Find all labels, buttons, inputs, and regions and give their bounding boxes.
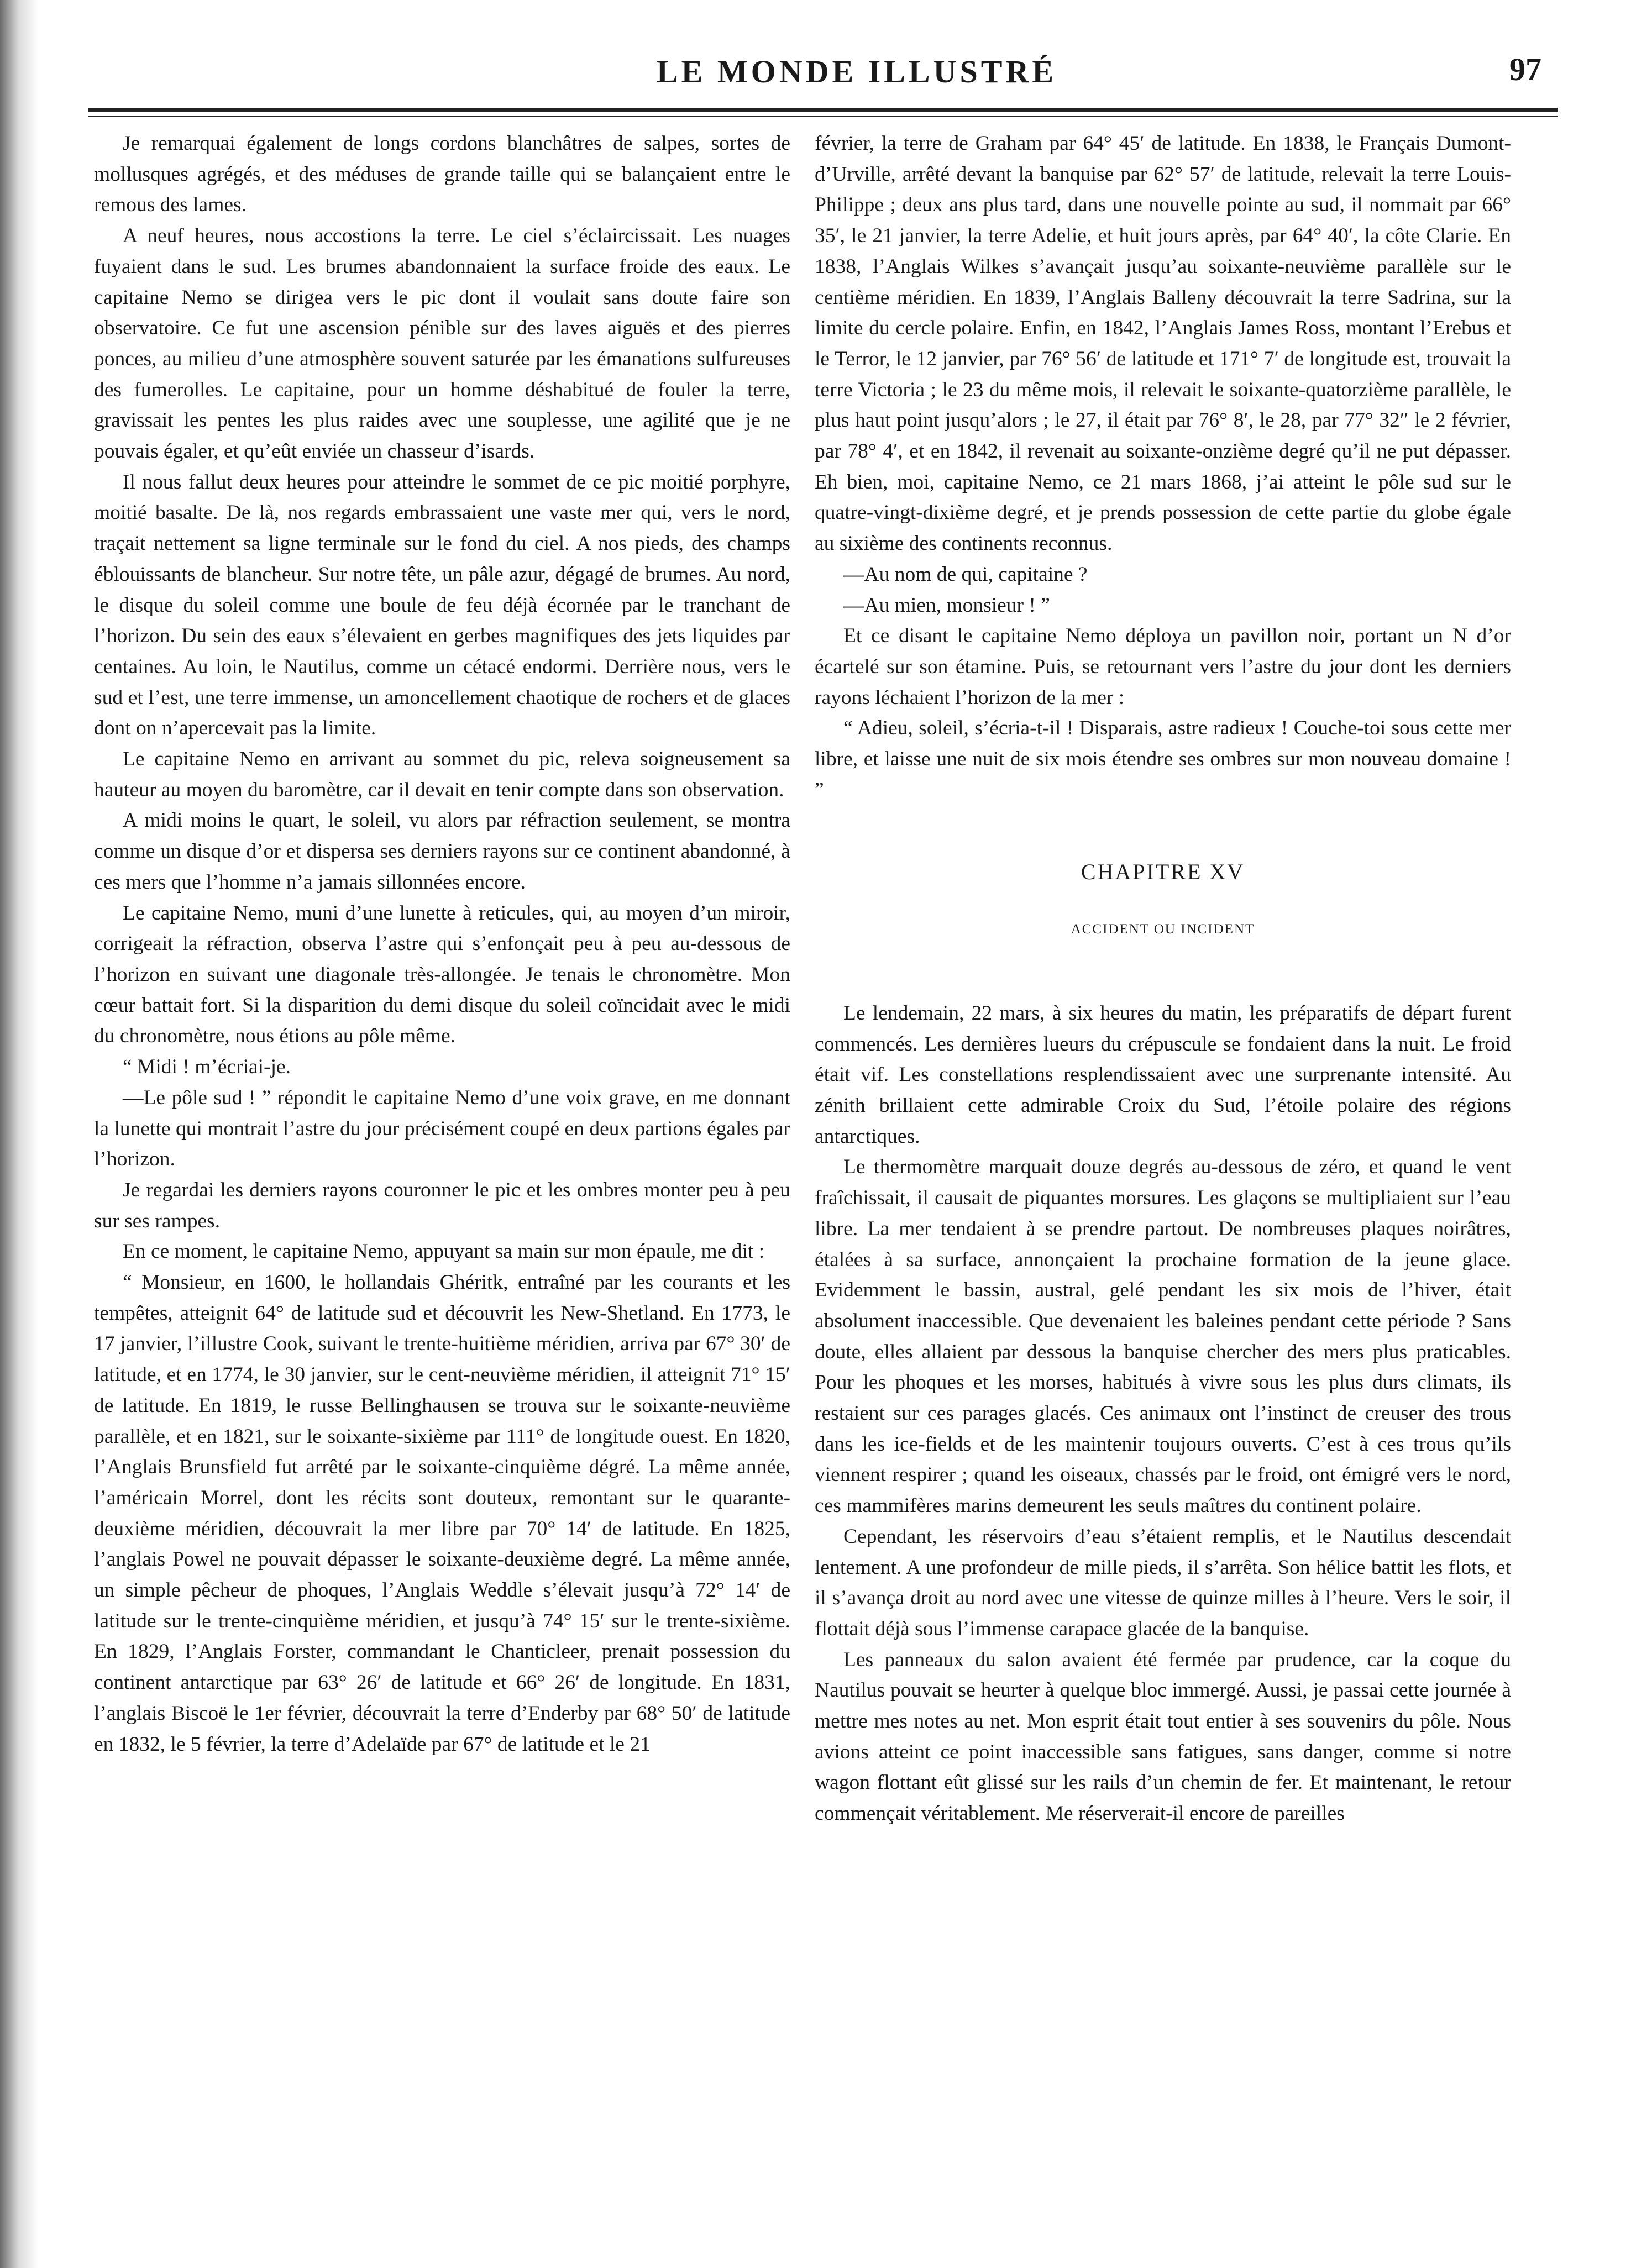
paragraph: —Au nom de qui, capitaine ? <box>843 563 1088 586</box>
paragraph: Les panneaux du salon avaient été fermée par prudence, car la coque du Nautilus pouvait se heurter à quelque bloc immergé. Aussi, je passai cette journée à mettre mes notes au net. Mon esprit était tout entier à ses souvenirs du pôle. Nous avions atteint ce point inaccessible sans fatigues, sans danger, comme si notre wagon flottant eût glissé sur les rails d’un chemin de fer. Et maintenant, le retour commençait véritablement. Me réserverait-il encore de pareilles <box>815 1648 1511 1825</box>
paragraph: Je regardai les derniers rayons couronner le pic et les ombres monter peu à peu sur ses rampes. <box>94 1178 790 1232</box>
paragraph: —Au mien, monsieur ! ” <box>843 594 1050 617</box>
paragraph: février, la terre de Graham par 64° 45′ de latitude. En 1838, le Français Dumont-d’Urville, arrêté devant la banquise par 62° 57′ de latitude, relevait la terre Louis-Philippe ; deux ans plus tard, dans une nouvelle pointe au sud, il nommait par 66° 35′, le 21 janvier, la terre Adelie, et huit jours après, par 64° 40′, la côte Clarie. En 1838, l’Anglais Wilkes s’avançait jusqu’au soixante-neuvième parallèle sur le centième méridien. En 1839, l’Anglais Balleny découvrait la terre Sadrina, sur la limite du cercle polaire. Enfin, en 1842, l’Anglais James Ross, montant l’Erebus et le Terror, le 12 janvier, par 76° 56′ de latitude et 171° 7′ de longitude est, trouvait la terre Victoria ; le 23 du même mois, il relevait le soixante-quatorzième parallèle, le plus haut point jusqu’alors ; le 27, il était par 76° 8′, le 28, par 77° 32″ le 2 février, par 78° 4′, et en 1842, il revenait au soixante-onzième degré qu’il ne put dépasser. Eh bien, moi, capitaine Nemo, ce 21 mars 1868, j’ai atteint le pôle sud sur le quatre-vingt-dixième degré, et je prends possession de cette partie du globe égale au sixième des continents reconnus. <box>815 132 1511 555</box>
chapter-subtitle: ACCIDENT OU INCIDENT <box>1071 922 1255 937</box>
paragraph: Le lendemain, 22 mars, à six heures du matin, les préparatifs de départ furent commencés. Les dernières lueurs du crépuscule se fondaient dans la nuit. Le froid était vif. Les constellations resplendissaient avec une surprenante intensité. Au zénith brillaient cette admirable Croix du Sud, l’étoile polaire des régions antarctiques. <box>815 1001 1511 1148</box>
scan-margin-shadow <box>0 0 39 2268</box>
paragraph: A midi moins le quart, le soleil, vu alors par réfraction seulement, se montra comme un disque d’or et dispersa ses derniers rayons sur ce continent abandonné, à ces mers que l’homme n’a jamais sillonnées encore. <box>94 809 790 894</box>
paragraph: —Le pôle sud ! ” répondit le capitaine Nemo d’une voix grave, en me donnant la lunette qui montrait l’astre du jour précisément coupé en deux partions égales par l’horizon. <box>94 1086 790 1171</box>
paragraph: Le capitaine Nemo, muni d’une lunette à reticules, qui, au moyen d’un miroir, corrigeait la réfraction, observa l’astre qui s’enfonçait peu à peu au-dessous de l’horizon en suivant une diagonale très-allongée. Je tenais le chronomètre. Mon cœur battait fort. Si la disparition du demi disque du soleil coïncidait avec le midi du chronomètre, nous étions au pôle même. <box>94 901 790 1048</box>
left-column <box>94 128 790 1760</box>
paragraph: “ Midi ! m’écriai-je. <box>123 1056 291 1079</box>
paragraph: Je remarquai également de longs cordons blanchâtres de salpes, sortes de mollusques agrégés, et des méduses de grande taille qui se balançaient entre le remous des lames. <box>94 132 790 217</box>
right-column <box>815 128 1511 1829</box>
page-number: 97 <box>1509 51 1541 87</box>
paragraph: En ce moment, le capitaine Nemo, appuyant sa main sur mon épaule, me dit : <box>123 1240 765 1263</box>
paragraph: Il nous fallut deux heures pour atteindre le sommet de ce pic moitié porphyre, moitié basalte. De là, nos regards embrassaient une vaste mer qui, vers le nord, traçait nettement sa ligne terminale sur le fond du ciel. A nos pieds, des champs éblouissants de blancheur. Sur notre tête, un pâle azur, dégagé de brumes. Au nord, le disque du soleil comme une boule de feu déjà écornée par le tranchant de l’horizon. Du sein des eaux s’élevaient en gerbes magnifiques des jets liquides par centaines. Au loin, le Nautilus, comme un cétacé endormi. Derrière nous, vers le sud et l’est, une terre immense, un amoncellement chaotique de rochers et de glaces dont on n’apercevait pas la limite. <box>94 470 790 740</box>
paragraph: Le thermomètre marquait douze degrés au-dessous de zéro, et quand le vent fraîchissait, il causait de piquantes morsures. Les glaçons se multipliaient sur l’eau libre. La mer tendaient à se prendre partout. De nombreuses plaques noirâtres, étalées à sa surface, annonçaient la prochaine formation de la jeune glace. Evidemment le bassin, austral, gelé pendant les six mois de l’hiver, était absolument inaccessible. Que devenaient les baleines pendant cette période ? Sans doute, elles allaient par dessous la banquise chercher des mers plus praticables. Pour les phoques et les morses, habitués à vivre sous les plus durs climats, ils restaient sur ces parages glacés. Ces animaux ont l’instinct de creuser des trous dans les ice-fields et de les maintenir toujours ouverts. C’est à ces trous qu’ils viennent respirer ; quand les oiseaux, chassés par le froid, ont émigré vers le nord, ces mammifères marins demeurent les seuls maîtres du continent polaire. <box>815 1156 1511 1518</box>
chapter-title: CHAPITRE XV <box>1081 859 1245 885</box>
paragraph: Et ce disant le capitaine Nemo déploya un pavillon noir, portant un N d’or écartelé sur son étamine. Puis, se retournant vers l’astre du jour dont les derniers rayons léchaient l’horizon de la mer : <box>815 624 1511 709</box>
paragraph: A neuf heures, nous accostions la terre. Le ciel s’éclaircissait. Les nuages fuyaient dans le sud. Les brumes abandonnaient la surface froide des eaux. Le capitaine Nemo se dirigea vers le pic dont il voulait sans doute faire son observatoire. Ce fut une ascension pénible sur des laves aiguës et des pierres ponces, au milieu d’une atmosphère souvent saturée par les émanations sulfureuses des fumerolles. Le capitaine, pour un homme déshabitué de fouler la terre, gravissait les pentes les plus raides avec une souplesse, une agilité que je ne pouvais égaler, et qu’eût enviée un chasseur d’isards. <box>94 224 790 463</box>
paragraph: “ Monsieur, en 1600, le hollandais Ghéritk, entraîné par les courants et les tempêtes, atteignit 64° de latitude sud et découvrit les New-Shetland. En 1773, le 17 janvier, l’illustre Cook, suivant le trente-huitième méridien, arriva par 67° 30′ de latitude, et en 1774, le 30 janvier, sur le cent-neuvième méridien, il atteignit 71° 15′ de latitude. En 1819, le russe Bellinghausen se trouva sur le soixante-neuvième parallèle, et en 1821, sur le soixante-sixième par 111° de longitude ouest. En 1820, l’Anglais Brunsfield fut arrêté par le soixante-cinquième dégré. La même année, l’américain Morrel, dont les récits sont douteux, remontant sur le quarante-deuxième méridien, découvrait la mer libre par 70° 14′ de latitude. En 1825, l’anglais Powel ne pouvait dépasser le soixante-deuxième degré. La même année, un simple pêcheur de phoques, l’Anglais Weddle s’élevait jusqu’à 72° 14′ de latitude sur le trente-cinquième méridien, et jusqu’à 74° 15′ sur le trente-sixième. En 1829, l’Anglais Forster, commandant le Chanticleer, prenait possession du continent antarctique par 63° 26′ de latitude et 66° 26′ de longitude. En 1831, l’anglais Biscoë le 1er février, découvrait la terre d’Enderby par 68° 50′ de latitude en 1832, le 5 février, la terre d’Adelaïde par 67° de latitude et le 21 <box>94 1271 790 1756</box>
header-rule <box>88 108 1558 112</box>
paragraph: “ Adieu, soleil, s’écria-t-il ! Disparais, astre radieux ! Couche-toi sous cette mer libre, et laisse une nuit de six mois étendre ses ombres sur mon nouveau domaine ! ” <box>815 717 1511 801</box>
page-title: LE MONDE ILLUSTRÉ <box>656 54 1057 90</box>
header-rule-thin <box>88 116 1558 117</box>
paragraph: Cependant, les réservoirs d’eau s’étaient remplis, et le Nautilus descendait lentement. A une profondeur de mille pieds, il s’arrêta. Son hélice battit les flots, et il s’avança droit au nord avec une vitesse de quinze milles à l’heure. Vers le soir, il flottait déjà sous l’immense carapace glacée de la banquise. <box>815 1525 1511 1640</box>
paragraph: Le capitaine Nemo en arrivant au sommet du pic, releva soigneusement sa hauteur au moyen du baromètre, car il devait en tenir compte dans son observation. <box>94 748 790 801</box>
